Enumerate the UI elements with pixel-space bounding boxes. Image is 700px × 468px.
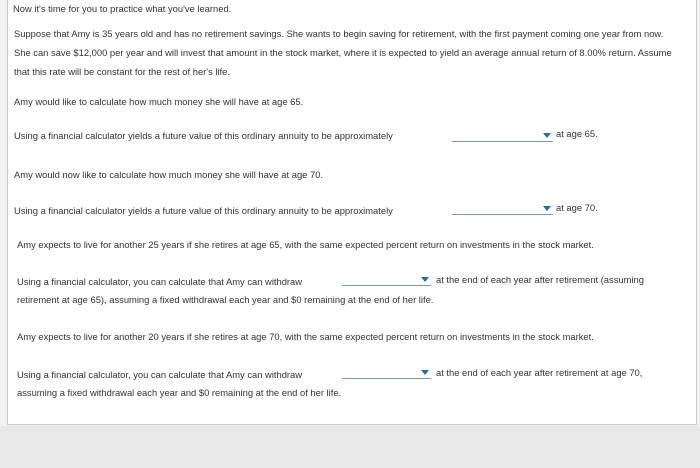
q2-dropdown[interactable] bbox=[452, 203, 553, 215]
q1-dropdown[interactable] bbox=[452, 130, 553, 142]
q1-intro: Amy would like to calculate how much money she will have at age 65. bbox=[14, 96, 304, 107]
q4-text: Using a financial calculator, you can calculate that Amy can withdraw bbox=[17, 369, 303, 380]
q3-text-continued: retirement at age 65), assuming a fixed withdrawal each year and $0 remaining at the end of her life. bbox=[17, 294, 434, 305]
question-panel bbox=[7, 0, 697, 425]
q4-text-continued: assuming a fixed withdrawal each year and $0 remaining at the end of her life. bbox=[17, 387, 342, 398]
q2-tail: at age 70. bbox=[556, 202, 598, 213]
page-background-strip bbox=[0, 426, 700, 468]
chevron-down-icon bbox=[543, 133, 551, 138]
q4-intro: Amy expects to live for another 20 years if she retires at age 70, with the same expected percent return on investments in the stock market. bbox=[17, 331, 594, 342]
q2-intro: Amy would now like to calculate how much money she will have at age 70. bbox=[14, 169, 324, 180]
q3-text: Using a financial calculator, you can calculate that Amy can withdraw bbox=[17, 276, 303, 287]
intro-text: Now it's time for you to practice what you've learned. bbox=[13, 3, 232, 14]
q1-tail: at age 65. bbox=[556, 128, 598, 139]
q3-tail: at the end of each year after retirement (assuming bbox=[436, 274, 644, 285]
problem-statement: Suppose that Amy is 35 years old and has no retirement savings. She wants to begin saving for retirement, with the first payment coming one year from now. She can save $12,000 per year and will invest that amount in the stock market, where it is expected to yield an average annual return of 8.00% return. Assume that this rate will be constant for the rest of her's life. bbox=[14, 28, 672, 77]
q1-text: Using a financial calculator yields a future value of this ordinary annuity to be approximately bbox=[14, 130, 393, 141]
q4-dropdown[interactable] bbox=[342, 367, 431, 379]
q3-intro: Amy expects to live for another 25 years if she retires at age 65, with the same expected percent return on investments in the stock market. bbox=[17, 239, 594, 250]
chevron-down-icon bbox=[421, 370, 429, 375]
q2-text: Using a financial calculator yields a future value of this ordinary annuity to be approximately bbox=[14, 205, 393, 216]
q3-dropdown[interactable] bbox=[342, 274, 431, 286]
chevron-down-icon bbox=[543, 206, 551, 211]
chevron-down-icon bbox=[421, 277, 429, 282]
q4-tail: at the end of each year after retirement at age 70, bbox=[436, 367, 643, 378]
